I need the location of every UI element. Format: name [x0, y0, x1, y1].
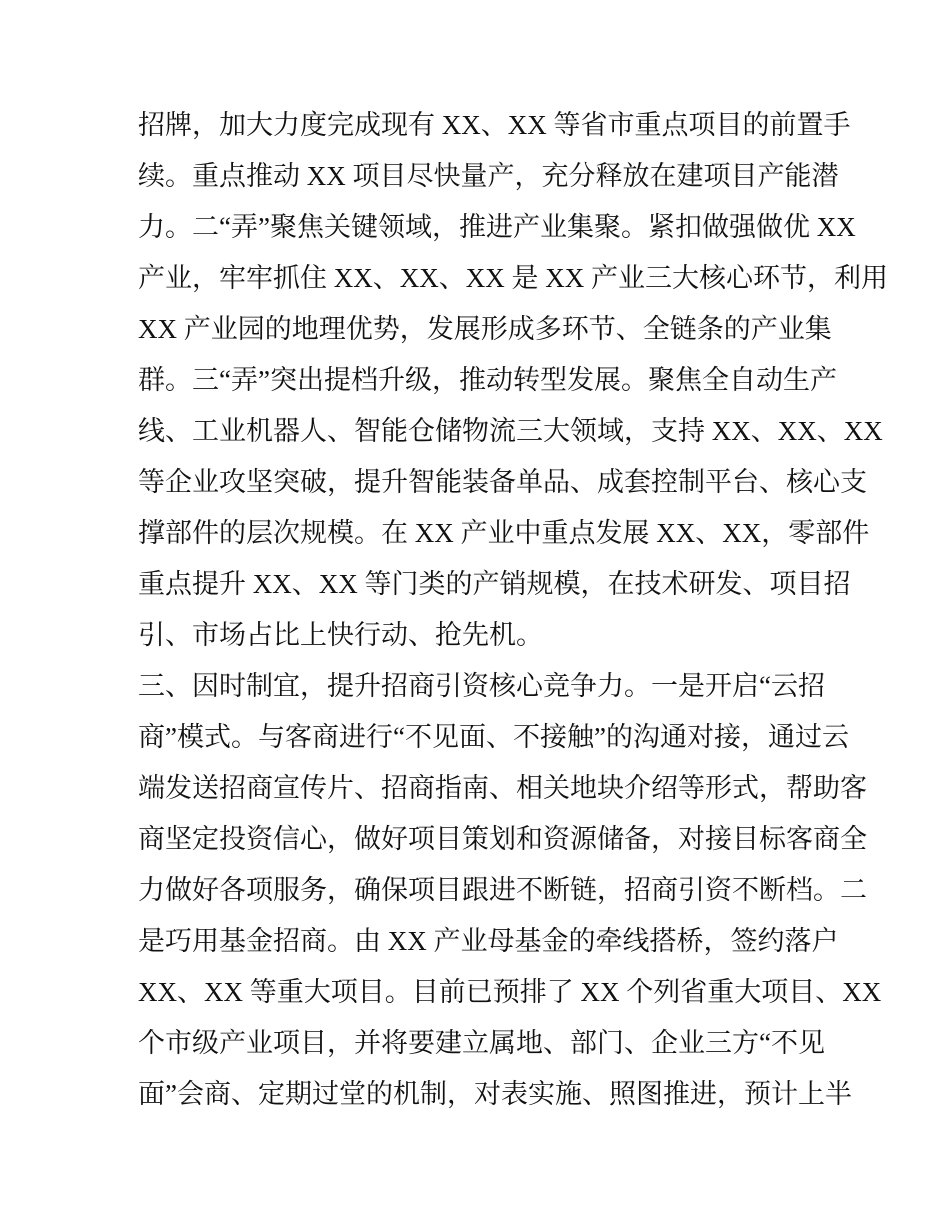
text-line: 重点提升 XX、XX 等门类的产销规模，在技术研发、项目招: [138, 569, 851, 599]
document-text-block: [138, 100, 888, 1120]
text-line: 产业，牢牢抓住 XX、XX、XX 是 XX 产业三大核心环节，利用: [138, 263, 888, 293]
text-line: 线、工业机器人、智能仓储物流三大领域，支持 XX、XX、XX: [138, 416, 883, 446]
text-line: 续。重点推动 XX 项目尽快量产，充分释放在建项目产能潜: [138, 161, 839, 191]
text-line: 三、因时制宜，提升招商引资核心竞争力。一是开启“云招: [138, 671, 825, 701]
text-line: 引、市场占比上快行动、抢先机。: [138, 620, 543, 650]
text-line: 群。三“弄”突出提档升级，推动转型发展。聚焦全自动生产: [138, 365, 837, 395]
text-line: 个市级产业项目，并将要建立属地、部门、企业三方“不见: [138, 1028, 825, 1058]
text-line: 是巧用基金招商。由 XX 产业母基金的牵线搭桥，签约落户: [138, 926, 839, 956]
text-line: 面”会商、定期过堂的机制，对表实施、照图推进，预计上半: [138, 1079, 852, 1109]
text-line: 端发送招商宣传片、招商指南、相关地块介绍等形式，帮助客: [138, 773, 867, 803]
text-line: XX 产业园的地理优势，发展形成多环节、全链条的产业集: [138, 314, 832, 344]
text-line: 撑部件的层次规模。在 XX 产业中重点发展 XX、XX，零部件: [138, 518, 870, 548]
text-line: 商”模式。与客商进行“不见面、不接触”的沟通对接，通过云: [138, 722, 849, 752]
text-line: XX、XX 等重大项目。目前已预排了 XX 个列省重大项目、XX: [138, 977, 882, 1007]
text-line: 招牌，加大力度完成现有 XX、XX 等省市重点项目的前置手: [138, 110, 851, 140]
text-line: 力。二“弄”聚焦关键领域，推进产业集聚。紧扣做强做优 XX: [138, 212, 856, 242]
text-line: 等企业攻坚突破，提升智能装备单品、成套控制平台、核心支: [138, 467, 867, 497]
text-line: 商坚定投资信心，做好项目策划和资源储备，对接目标客商全: [138, 824, 867, 854]
text-line: 力做好各项服务，确保项目跟进不断链，招商引资不断档。二: [138, 875, 867, 905]
